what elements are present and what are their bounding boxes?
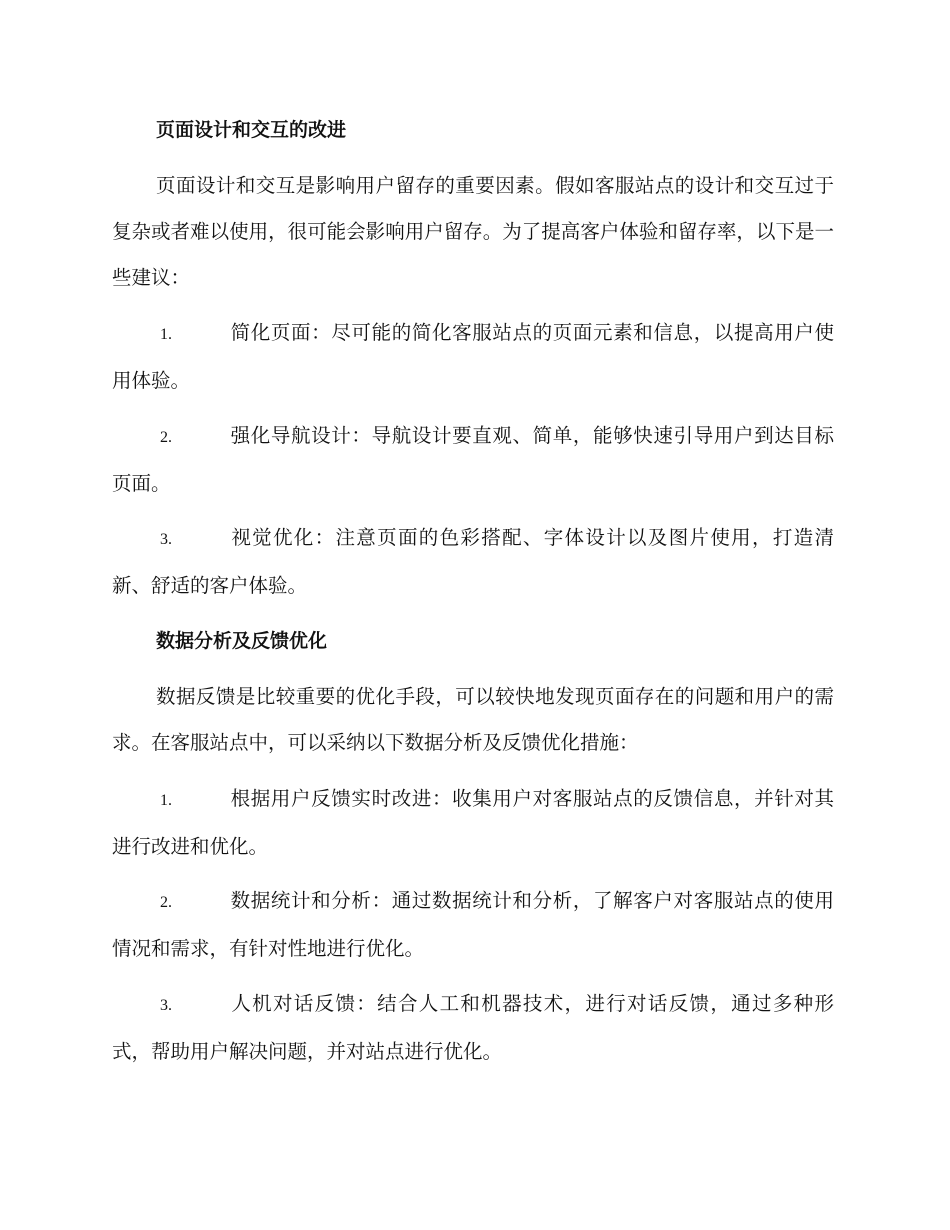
list-item-text: 数据统计和分析：通过数据统计和分析，了解客户对客服站点的使用情况和需求，有针对性地进行优化。 (112, 889, 834, 960)
list-item (112, 776, 834, 870)
list-item-text: 强化导航设计：导航设计要直观、简单，能够快速引导用户到达目标页面。 (112, 424, 834, 495)
list-item-number: 1. (160, 326, 172, 343)
list-item-number: 2. (160, 429, 172, 446)
list-item-text: 简化页面：尽可能的简化客服站点的页面元素和信息，以提高用户使用体验。 (112, 321, 834, 392)
section-intro-paragraph: 页面设计和交互是影响用户留存的重要因素。假如客服站点的设计和交互过于复杂或者难以使用，很可能会影响用户留存。为了提高客户体验和留存率，以下是一些建议： (112, 174, 834, 289)
list-item-number: 3. (160, 997, 172, 1014)
section-heading: 页面设计和交互的改进 (156, 119, 347, 141)
list-item (112, 310, 834, 404)
list-item-text: 人机对话反馈：结合人工和机器技术，进行对话反馈，通过多种形式，帮助用户解决问题，并对站点进行优化。 (112, 992, 834, 1063)
list-item (112, 413, 834, 507)
list-item (112, 878, 834, 972)
list-item-number: 3. (160, 531, 172, 548)
section-intro-paragraph: 数据反馈是比较重要的优化手段，可以较快地发现页面存在的问题和用户的需求。在客服站点中，可以采纳以下数据分析及反馈优化措施： (112, 685, 834, 754)
list-item (112, 515, 834, 609)
list-item-text: 视觉优化：注意页面的色彩搭配、字体设计以及图片使用，打造清新、舒适的客户体验。 (112, 526, 834, 597)
list-item-number: 1. (160, 792, 172, 809)
list-item-text: 根据用户反馈实时改进：收集用户对客服站点的反馈信息，并针对其进行改进和优化。 (112, 787, 834, 858)
list-item-number: 2. (160, 894, 172, 911)
section-heading: 数据分析及反馈优化 (156, 630, 328, 652)
list-item (112, 981, 834, 1075)
